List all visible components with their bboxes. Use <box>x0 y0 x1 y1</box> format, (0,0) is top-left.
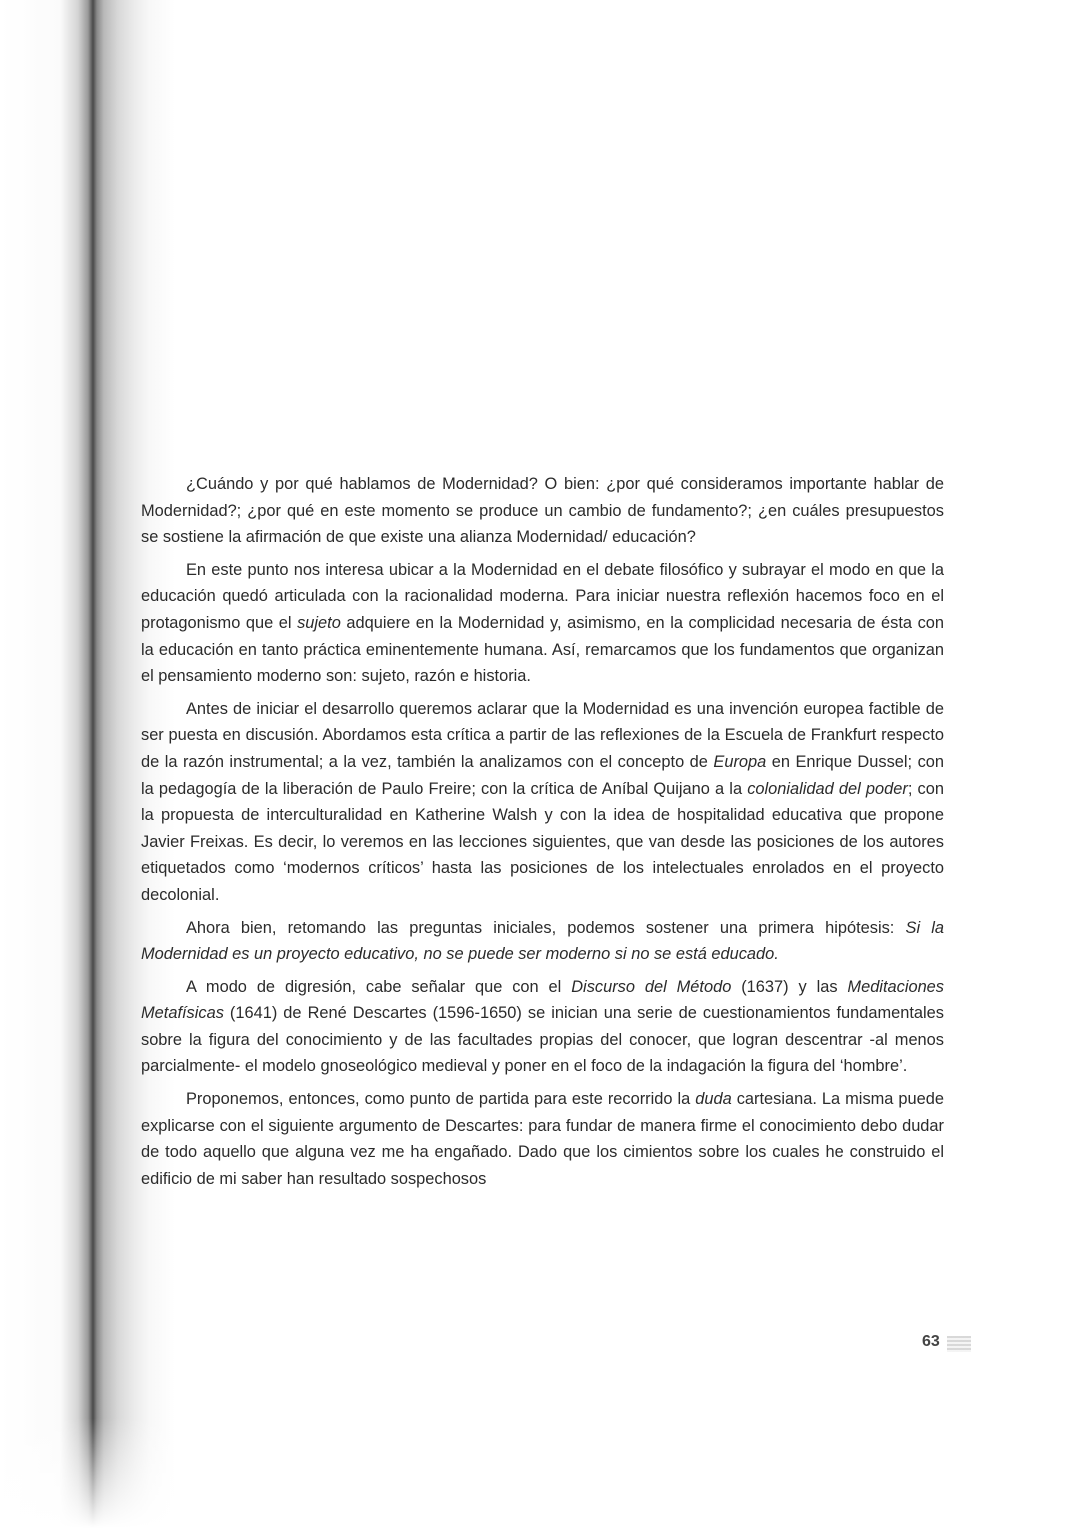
text-segment: Proponemos, entonces, como punto de partida para este recorrido la <box>186 1090 696 1109</box>
text-segment: ¿Cuándo y por qué hablamos de Modernidad? O bien: ¿por qué consideramos importante hablar de Modernidad?; ¿por qué en este momento se produce un cambio de fundamento?; ¿en cuáles presupuestos se sostiene la afirmación de que existe una alianza Modernidad/ educación? <box>141 475 944 547</box>
italic-text: duda <box>695 1090 732 1109</box>
text-segment: A modo de digresión, cabe señalar que con el <box>186 977 572 996</box>
italic-text: colonialidad del poder <box>747 779 908 798</box>
text-segment: (1637) y las <box>731 977 848 996</box>
text-segment: cartesiana. La misma puede explicarse con el siguiente argumento de Descartes: para fundar de manera firme el conocimiento debo dudar de todo aquello que alguna vez me ha engañado. Dado que los cimientos sobre los cuales he construido el edificio de mi saber han resultado sospechosos <box>141 1090 944 1188</box>
body-text <box>141 471 944 1198</box>
italic-text: Si la Modernidad es un proyecto educativo, no se puede ser moderno si no se está educado. <box>141 918 945 964</box>
page-number: 63 <box>922 1333 940 1350</box>
italic-text: Europa <box>713 752 767 771</box>
text-segment: (1641) de René Descartes (1596-1650) se inician una serie de cuestionamientos fundamentales sobre la figura del conocimiento y de las facultades propias del conocer, que logran descentrar -al menos parcialmente- el modelo gnoseológico medieval y poner en el foco de la indagación la figura del ‘hombre’. <box>141 1004 944 1076</box>
text-segment: ; con la propuesta de interculturalidad en Katherine Walsh y con la idea de hospitalidad educativa que propone Javier Freixas. Es decir, lo veremos en las lecciones siguientes, que van desde las posiciones de los autores etiquetados como ‘modernos críticos’ hasta las posiciones de los intelectuales enrolados en el proyecto decolonial. <box>141 779 944 904</box>
text-segment: en Enrique Dussel; con la pedagogía de la liberación de Paulo Freire; con la crítica de Aníbal Quijano a la <box>141 752 944 798</box>
text-segment: En este punto nos interesa ubicar a la Modernidad en el debate filosófico y subrayar el modo en que la educación quedó articulada con la racionalidad moderna. Para iniciar nuestra reflexión hacemos foco en el protagonismo que el <box>141 560 944 632</box>
italic-text: Meditaciones Metafísicas <box>141 977 944 1023</box>
text-segment: adquiere en la Modernidad y, asimismo, en la complicidad necesaria de ésta con la educación en tanto práctica eminentemente humana. Así, remarcamos que los fundamentos que organizan el pensamiento moderno son: sujeto, razón e historia. <box>141 613 944 686</box>
text-segment: Antes de iniciar el desarrollo queremos aclarar que la Modernidad es una invención europea factible de ser puesta en discusión. Abordamos esta crítica a partir de las reflexiones de la Escuela de Frankfurt respecto de la razón instrumental; a la vez, también la analizamos con el concepto de <box>141 699 944 771</box>
text-segment: Ahora bien, retomando las preguntas iniciales, podemos sostener una primera hipótesis: <box>186 918 906 937</box>
paragraph <box>141 471 944 551</box>
paragraph <box>141 915 944 968</box>
paragraph <box>141 557 944 690</box>
paragraph <box>141 1086 944 1192</box>
paragraph <box>141 696 944 909</box>
paragraph <box>141 974 944 1080</box>
italic-text: sujeto <box>297 613 341 632</box>
page-number-ornament <box>947 1336 971 1352</box>
italic-text: Discurso del Método <box>571 977 732 996</box>
